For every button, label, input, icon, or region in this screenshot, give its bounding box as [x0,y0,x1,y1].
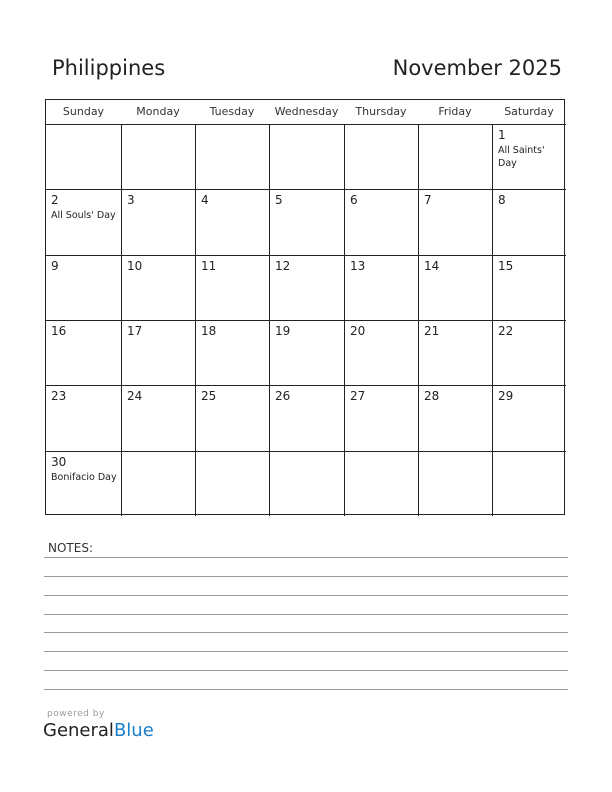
day-cell[interactable] [121,255,195,320]
holiday-label: All Saints' Day [498,145,545,169]
weekday-header: Monday [136,105,180,118]
calendar-grid [45,99,565,515]
brand-general: General [43,720,114,741]
day-number: 11 [201,259,217,273]
day-number: 4 [201,193,209,207]
day-number: 27 [350,389,366,403]
country-title: Philippines [52,56,166,80]
day-cell[interactable] [46,255,121,320]
day-cell[interactable] [492,189,566,255]
day-number: 14 [424,259,440,273]
day-cell[interactable] [269,255,344,320]
day-cell[interactable] [492,451,566,516]
day-cell[interactable] [418,255,492,320]
day-number: 21 [424,324,440,338]
day-number: 8 [498,193,506,207]
day-cell[interactable] [46,189,121,255]
notes-line [44,614,568,615]
day-number: 26 [275,389,291,403]
day-cell[interactable] [492,385,566,451]
day-cell[interactable] [121,451,195,516]
day-number: 6 [350,193,358,207]
day-cell[interactable] [344,320,418,385]
brand-blue: Blue [113,720,154,741]
notes-label: NOTES: [48,541,93,555]
day-cell[interactable] [344,451,418,516]
day-cell[interactable] [195,320,269,385]
day-number: 16 [51,324,67,338]
day-number: 28 [424,389,440,403]
weekday-header: Tuesday [209,105,255,118]
day-cell[interactable] [269,320,344,385]
day-cell[interactable] [121,320,195,385]
day-number: 23 [51,389,67,403]
day-number: 19 [275,324,291,338]
day-number: 12 [275,259,291,273]
day-number: 7 [424,193,432,207]
day-cell[interactable] [344,255,418,320]
day-cell[interactable] [195,451,269,516]
day-cell[interactable] [195,189,269,255]
day-number: 3 [127,193,135,207]
day-cell[interactable] [344,189,418,255]
day-cell[interactable] [492,320,566,385]
powered-by-text: powered by [47,709,105,719]
day-cell[interactable] [269,451,344,516]
day-cell[interactable] [46,451,121,516]
day-cell[interactable] [195,385,269,451]
day-cell[interactable] [418,124,492,189]
generalblue-logo[interactable] [43,720,154,741]
day-cell[interactable] [46,385,121,451]
day-number: 10 [127,259,143,273]
notes-line [44,576,568,577]
day-cell[interactable] [195,124,269,189]
day-cell[interactable] [269,124,344,189]
day-cell[interactable] [344,124,418,189]
day-cell[interactable] [269,189,344,255]
holiday-label: All Souls' Day [51,210,116,221]
day-cell[interactable] [46,320,121,385]
notes-line [44,557,568,558]
day-number: 24 [127,389,143,403]
weekday-header: Wednesday [274,105,339,118]
day-number: 1 [498,128,506,142]
notes-line [44,670,568,671]
day-cell[interactable] [418,189,492,255]
day-cell[interactable] [269,385,344,451]
notes-line [44,651,568,652]
notes-line [44,632,568,633]
day-number: 15 [498,259,514,273]
weekday-header: Sunday [62,105,105,118]
day-cell[interactable] [195,255,269,320]
day-cell[interactable] [121,385,195,451]
month-title: November 2025 [392,56,562,80]
holiday-label: Bonifacio Day [51,472,117,483]
day-cell[interactable] [46,124,121,189]
day-number: 2 [51,193,59,207]
day-number: 30 [51,455,67,469]
day-number: 29 [498,389,514,403]
weekday-header: Friday [438,105,472,118]
notes-line [44,595,568,596]
day-number: 5 [275,193,283,207]
day-cell[interactable] [492,255,566,320]
weekday-header: Saturday [504,105,554,118]
day-cell[interactable] [418,385,492,451]
day-cell[interactable] [344,385,418,451]
day-cell[interactable] [492,124,566,189]
day-number: 22 [498,324,514,338]
day-cell[interactable] [418,451,492,516]
notes-line [44,689,568,690]
day-number: 9 [51,259,59,273]
day-number: 18 [201,324,217,338]
day-number: 20 [350,324,366,338]
day-number: 17 [127,324,143,338]
day-cell[interactable] [121,124,195,189]
day-number: 13 [350,259,366,273]
weekday-header: Thursday [355,105,407,118]
day-cell[interactable] [418,320,492,385]
day-cell[interactable] [121,189,195,255]
day-number: 25 [201,389,217,403]
